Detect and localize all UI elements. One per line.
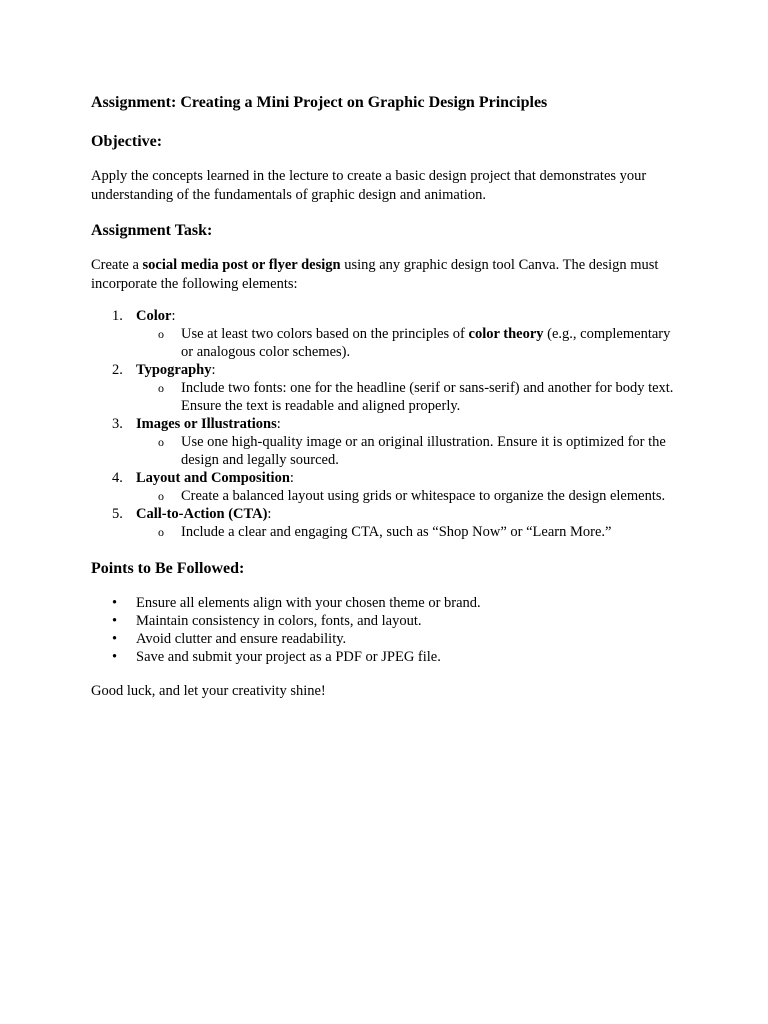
sub-bullet-icon: o [158,381,164,395]
item-label: Layout and Composition [136,470,290,486]
point-text: Save and submit your project as a PDF or JPEG file. [136,649,441,665]
point-text: Maintain consistency in colors, fonts, and layout. [136,613,422,629]
sub-item-text: Use one high-quality image or an original illustration. Ensure it is optimized for the design and legally sourced. [181,434,666,468]
task-intro-end: using any graphic design tool Canva. The design must incorporate the following elements: [91,257,659,292]
sub-item-text: Include a clear and engaging CTA, such as “Shop Now” or “Learn More.” [181,524,612,540]
item-label: Images or Illustrations [136,416,277,432]
item-colon: : [211,362,216,378]
page-title: Assignment: Creating a Mini Project on Graphic Design Principles [91,94,548,111]
list-item-color [91,307,681,361]
points-heading: Points to Be Followed: [91,560,245,577]
list-item [91,594,681,612]
sub-item-text: Include two fonts: one for the headline (serif or sans-serif) and another for body text. Ensure the text is readable and aligned properly. [181,380,674,414]
task-heading: Assignment Task: [91,222,213,239]
sub-list [136,523,681,541]
points-list [91,594,681,666]
sub-list [136,379,681,415]
list-item-images [91,415,681,469]
sub-bullet-icon: o [158,525,164,539]
sub-list [136,487,681,505]
item-label: Typography [136,362,212,378]
sub-item-text: Use at least two colors based on the principles of [181,326,469,342]
closing-text: Good luck, and let your creativity shine! [91,683,326,699]
item-number: 4. [112,470,123,486]
item-number: 5. [112,506,123,522]
bullet-icon: • [112,631,118,647]
sub-list-item [136,325,681,361]
sub-bullet-icon: o [158,327,164,341]
list-item-layout [91,469,681,505]
sub-list-item [136,379,681,415]
item-colon: : [276,416,281,432]
item-label: Call-to-Action (CTA) [136,506,268,522]
task-elements-list [91,307,681,541]
objective-heading: Objective: [91,133,163,150]
list-item [91,648,681,666]
item-label: Color [136,308,172,324]
objective-text: Apply the concepts learned in the lecture to create a basic design project that demonstrates your understanding of the fundamentals of graphic design and animation. [91,168,647,203]
bullet-icon: • [112,595,118,611]
bullet-icon: • [112,613,118,629]
sub-item-text-end: (e.g., complementary or analogous color schemes). [181,326,671,360]
item-number: 2. [112,362,123,378]
bullet-icon: • [112,649,118,665]
sub-list-item [136,433,681,469]
document-page [91,92,681,701]
list-item [91,630,681,648]
list-item [91,612,681,630]
point-text: Avoid clutter and ensure readability. [136,631,347,647]
sub-bullet-icon: o [158,489,164,503]
item-number: 3. [112,416,123,432]
sub-item-emphasis: color theory [468,326,544,342]
task-intro-start: Create a [91,257,143,273]
sub-list-item [136,523,681,541]
list-item-cta [91,505,681,541]
list-item-typography [91,361,681,415]
sub-list-item [136,487,681,505]
point-text: Ensure all elements align with your chosen theme or brand. [136,595,481,611]
item-colon: : [267,506,272,522]
item-number: 1. [112,308,123,324]
task-intro-emphasis: social media post or flyer design [142,257,341,273]
item-colon: : [171,308,176,324]
sub-list [136,325,681,361]
task-intro [91,256,681,293]
sub-list [136,433,681,469]
item-colon: : [289,470,294,486]
sub-bullet-icon: o [158,435,164,449]
sub-item-text: Create a balanced layout using grids or whitespace to organize the design elements. [181,488,666,504]
